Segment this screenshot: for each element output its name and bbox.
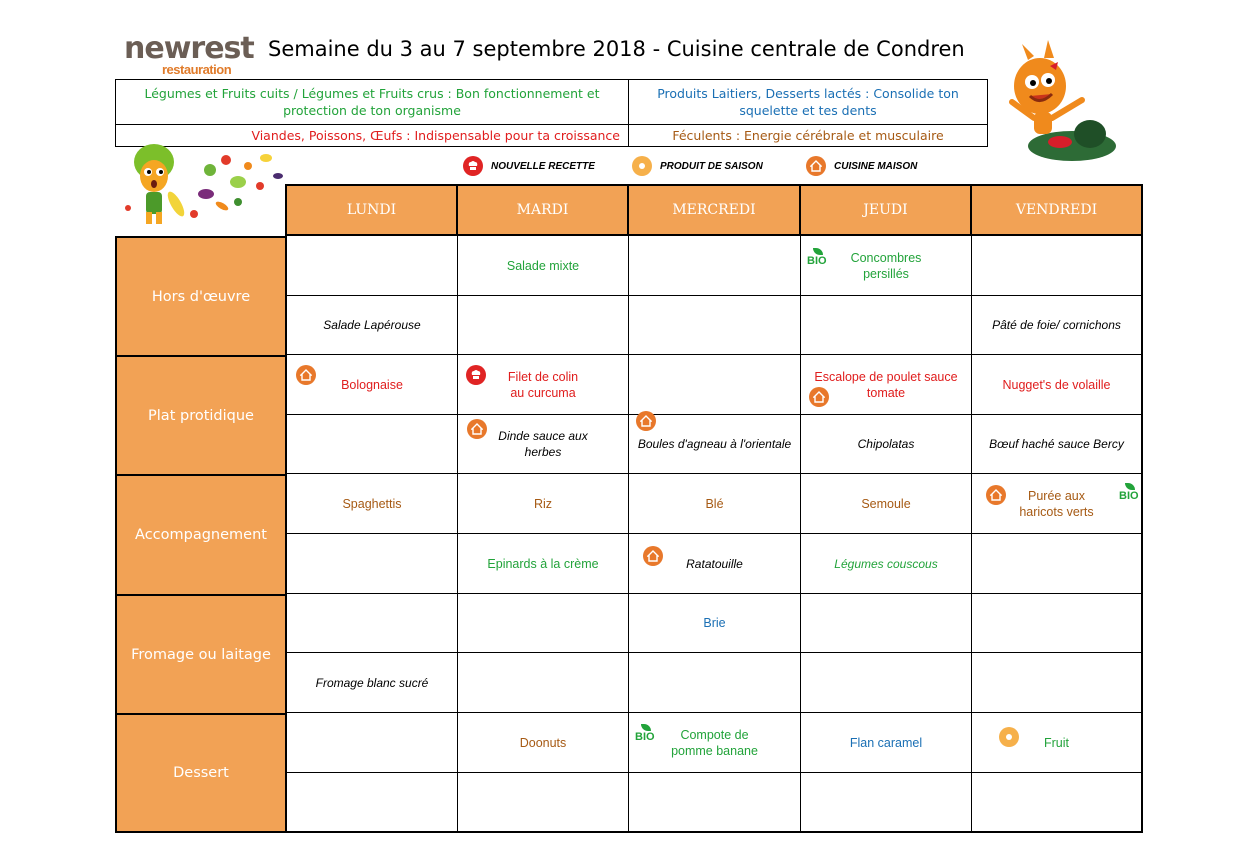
menu-cell [629, 773, 801, 831]
menu-item-text: Fruit [1044, 735, 1069, 750]
menu-cell: Pâté de foie/ cornichons [972, 296, 1141, 355]
menu-cell [458, 355, 629, 415]
menu-cell: Epinards à la crème [458, 534, 629, 594]
menu-item-text: Concombres persillés [850, 250, 922, 281]
menu-cell [801, 773, 972, 831]
menu-cell: Semoule [801, 474, 972, 534]
menu-item-text: Ratatouille [686, 556, 743, 571]
icon-legend-label: NOUVELLE RECETTE [491, 160, 595, 172]
day-header-row [285, 184, 1143, 236]
legend-laitiers: Produits Laitiers, Desserts lactés : Consolide ton squelette et tes dents [629, 80, 987, 125]
menu-cell [287, 594, 458, 653]
menu-cell [629, 415, 801, 474]
house-icon [806, 156, 826, 176]
sun-season-icon [632, 156, 652, 176]
orange-mascot-illustration [990, 38, 1120, 163]
day-header: LUNDI [285, 184, 458, 236]
day-header: JEUDI [799, 184, 972, 236]
icon-legend-produit-saison [632, 156, 763, 176]
menu-item-text: Escalope de poulet sauce tomate [814, 369, 958, 400]
menu-item-text: Compote de pomme banane [671, 727, 758, 758]
menu-cell [458, 594, 629, 653]
menu-cell [801, 236, 972, 296]
menu-cell [801, 296, 972, 355]
menu-cell: Spaghettis [287, 474, 458, 534]
menu-cell [972, 773, 1141, 831]
menu-item-text: Dinde sauce aux herbes [498, 429, 588, 459]
menu-cell [287, 713, 458, 773]
house-icon [296, 365, 316, 385]
house-icon [986, 485, 1006, 505]
menu-item-text: Boules d'agneau à l'orientale [637, 437, 792, 451]
day-header: MERCREDI [627, 184, 801, 236]
house-icon [809, 387, 829, 407]
menu-cell [287, 415, 458, 474]
menu-cell [972, 474, 1141, 534]
logo-main-text: newrest [124, 31, 254, 66]
menu-cell [801, 653, 972, 713]
menu-cell [629, 296, 801, 355]
icon-legend-label: CUISINE MAISON [834, 160, 918, 172]
menu-cell [801, 594, 972, 653]
menu-item-text: Purée aux haricots verts [1019, 488, 1094, 519]
category-plat-protidique: Plat protidique [115, 355, 287, 476]
category-dessert: Dessert [115, 713, 287, 833]
menu-cell [801, 355, 972, 415]
icon-legend-nouvelle-recette [463, 156, 595, 176]
menu-cell [629, 236, 801, 296]
menu-cell [287, 773, 458, 831]
menu-cell [458, 415, 629, 474]
menu-cell: Chipolatas [801, 415, 972, 474]
bio-leaf-icon: BIO [807, 248, 827, 267]
page-title: Semaine du 3 au 7 septembre 2018 - Cuisine centrale de Condren [268, 37, 965, 61]
bio-leaf-icon: BIO [635, 724, 655, 743]
menu-grid [287, 236, 1143, 833]
menu-cell: Brie [629, 594, 801, 653]
menu-cell [629, 653, 801, 713]
bio-leaf-icon: BIO [1119, 483, 1139, 502]
chef-hat-icon [463, 156, 483, 176]
legend-viandes: Viandes, Poissons, Œufs : Indispensable pour ta croissance [116, 125, 629, 146]
menu-cell [629, 534, 801, 594]
menu-item-text: Filet de colin au curcuma [507, 369, 579, 400]
category-hors-doeuvre: Hors d'œuvre [115, 236, 287, 357]
house-icon [643, 546, 663, 566]
menu-cell: Nugget's de volaille [972, 355, 1141, 415]
day-header: VENDREDI [970, 184, 1143, 236]
house-icon [467, 419, 487, 439]
icon-legend-cuisine-maison [806, 156, 917, 176]
menu-cell [629, 713, 801, 773]
menu-cell [972, 534, 1141, 594]
newrest-logo [124, 31, 254, 77]
menu-cell: Salade mixte [458, 236, 629, 296]
menu-cell: Riz [458, 474, 629, 534]
menu-cell [458, 653, 629, 713]
day-header: MARDI [456, 184, 629, 236]
category-accompagnement: Accompagnement [115, 474, 287, 596]
menu-cell [972, 713, 1141, 773]
logo-sub-text: restauration [162, 62, 232, 77]
menu-cell [458, 296, 629, 355]
category-fromage: Fromage ou laitage [115, 594, 287, 715]
menu-item-text: Bolognaise [341, 377, 403, 392]
icon-legend-label: PRODUIT DE SAISON [660, 160, 763, 172]
menu-cell [458, 773, 629, 831]
menu-cell: Légumes couscous [801, 534, 972, 594]
menu-cell [972, 594, 1141, 653]
menu-cell: Blé [629, 474, 801, 534]
menu-cell [287, 236, 458, 296]
menu-cell [287, 355, 458, 415]
house-icon [636, 411, 656, 431]
menu-cell [972, 653, 1141, 713]
menu-cell [629, 355, 801, 415]
menu-cell: Fromage blanc sucré [287, 653, 458, 713]
chef-hat-icon [466, 365, 486, 385]
menu-cell: Flan caramel [801, 713, 972, 773]
sun-season-icon [999, 727, 1019, 747]
vegetable-mascot-illustration [118, 136, 288, 231]
legend-feculents: Féculents : Energie cérébrale et musculaire [672, 128, 944, 143]
menu-cell: Doonuts [458, 713, 629, 773]
legend-legumes: Légumes et Fruits cuits / Légumes et Fruits crus : Bon fonctionnement et protection de ton organisme [116, 80, 629, 125]
menu-cell [972, 236, 1141, 296]
menu-cell [287, 534, 458, 594]
menu-cell: Salade Lapérouse [287, 296, 458, 355]
menu-cell: Bœuf haché sauce Bercy [972, 415, 1141, 474]
